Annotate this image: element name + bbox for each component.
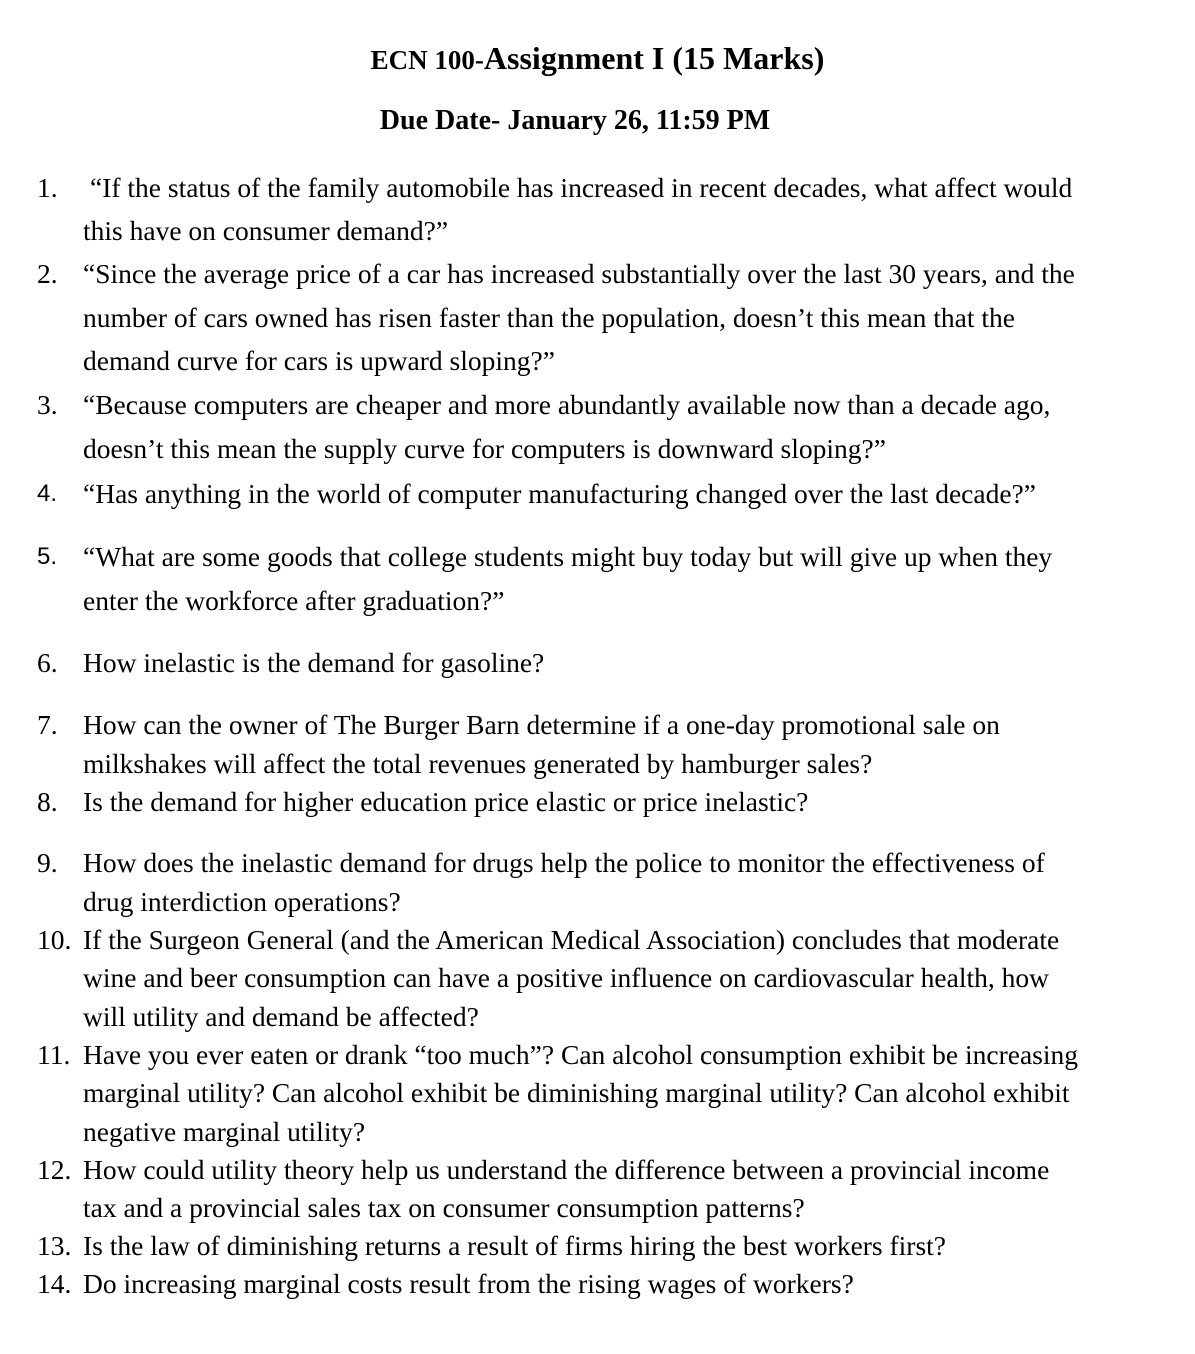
question-line: number of cars owned has risen faster than the population, doesn’t this mean that the xyxy=(83,301,1015,333)
assignment-name: Assignment I (15 Marks) xyxy=(483,40,825,76)
question-11 xyxy=(0,1036,1195,1151)
question-4 xyxy=(0,472,1195,515)
question-13 xyxy=(0,1227,1195,1265)
question-8 xyxy=(0,783,1195,821)
question-9 xyxy=(0,844,1195,921)
question-2 xyxy=(0,252,1195,383)
question-1 xyxy=(0,166,1195,252)
question-number: 6. xyxy=(37,647,58,678)
question-line: marginal utility? Can alcohol exhibit be diminishing marginal utility? Can alcohol exhibit xyxy=(83,1077,1070,1109)
question-line: How can the owner of The Burger Barn determine if a one-day promotional sale on xyxy=(83,709,1000,740)
question-line: milkshakes will affect the total revenues generated by hamburger sales? xyxy=(83,747,873,779)
question-line: negative marginal utility? xyxy=(83,1115,366,1147)
question-number: 5. xyxy=(37,543,58,570)
question-3 xyxy=(0,383,1195,470)
due-date: Due Date- January 26, 11:59 PM xyxy=(379,105,771,136)
question-line: doesn’t this mean the supply curve for computers is downward sloping?” xyxy=(83,432,886,464)
question-number: 2. xyxy=(37,258,58,289)
question-number: 12. xyxy=(37,1154,72,1185)
question-number: 3. xyxy=(37,389,58,420)
question-line: this have on consumer demand?” xyxy=(83,215,449,246)
question-line: Is the demand for higher education price elastic or price inelastic? xyxy=(83,786,809,817)
question-line: Have you ever eaten or drank “too much”? Can alcohol consumption exhibit be increasing xyxy=(83,1039,1079,1070)
question-line: will utility and demand be affected? xyxy=(83,1000,479,1032)
question-10 xyxy=(0,921,1195,1036)
question-line: How could utility theory help us understand the difference between a provincial income xyxy=(83,1154,1050,1185)
question-number: 8. xyxy=(37,786,58,817)
question-number: 10. xyxy=(37,924,72,955)
question-line: “Has anything in the world of computer manufacturing changed over the last decade?” xyxy=(83,478,1036,509)
question-line: enter the workforce after graduation?” xyxy=(83,584,505,616)
question-6 xyxy=(0,644,1195,682)
question-number: 11. xyxy=(37,1039,71,1070)
question-number: 7. xyxy=(37,709,58,740)
question-number: 4. xyxy=(37,480,58,507)
question-line: Is the law of diminishing returns a result of firms hiring the best workers first? xyxy=(83,1230,947,1261)
question-5 xyxy=(0,535,1195,622)
question-line: wine and beer consumption can have a positive influence on cardiovascular health, how xyxy=(83,962,1049,994)
question-line: “Since the average price of a car has increased substantially over the last 30 years, and the xyxy=(83,258,1075,289)
question-line: “What are some goods that college students might buy today but will give up when they xyxy=(83,541,1053,572)
question-number: 9. xyxy=(37,847,58,878)
course-code: ECN 100- xyxy=(370,45,484,75)
question-line: How inelastic is the demand for gasoline? xyxy=(83,647,545,678)
question-line: “If the status of the family automobile has increased in recent decades, what affect would xyxy=(90,172,1073,203)
question-12 xyxy=(0,1151,1195,1228)
question-number: 14. xyxy=(37,1268,72,1299)
question-line: How does the inelastic demand for drugs help the police to monitor the effectiveness of xyxy=(83,847,1045,878)
question-7 xyxy=(0,706,1195,783)
question-line: demand curve for cars is upward sloping?” xyxy=(83,345,555,376)
question-line: tax and a provincial sales tax on consumer consumption patterns? xyxy=(83,1192,805,1224)
question-line: Do increasing marginal costs result from the rising wages of workers? xyxy=(83,1268,854,1299)
assignment-title xyxy=(0,38,1195,85)
question-line: drug interdiction operations? xyxy=(83,885,401,917)
question-line: If the Surgeon General (and the American Medical Association) concludes that moderate xyxy=(83,924,1060,955)
question-line: “Because computers are cheaper and more abundantly available now than a decade ago, xyxy=(83,389,1051,420)
question-14 xyxy=(0,1265,1195,1303)
question-number: 1. xyxy=(37,172,58,203)
question-number: 13. xyxy=(37,1230,72,1261)
